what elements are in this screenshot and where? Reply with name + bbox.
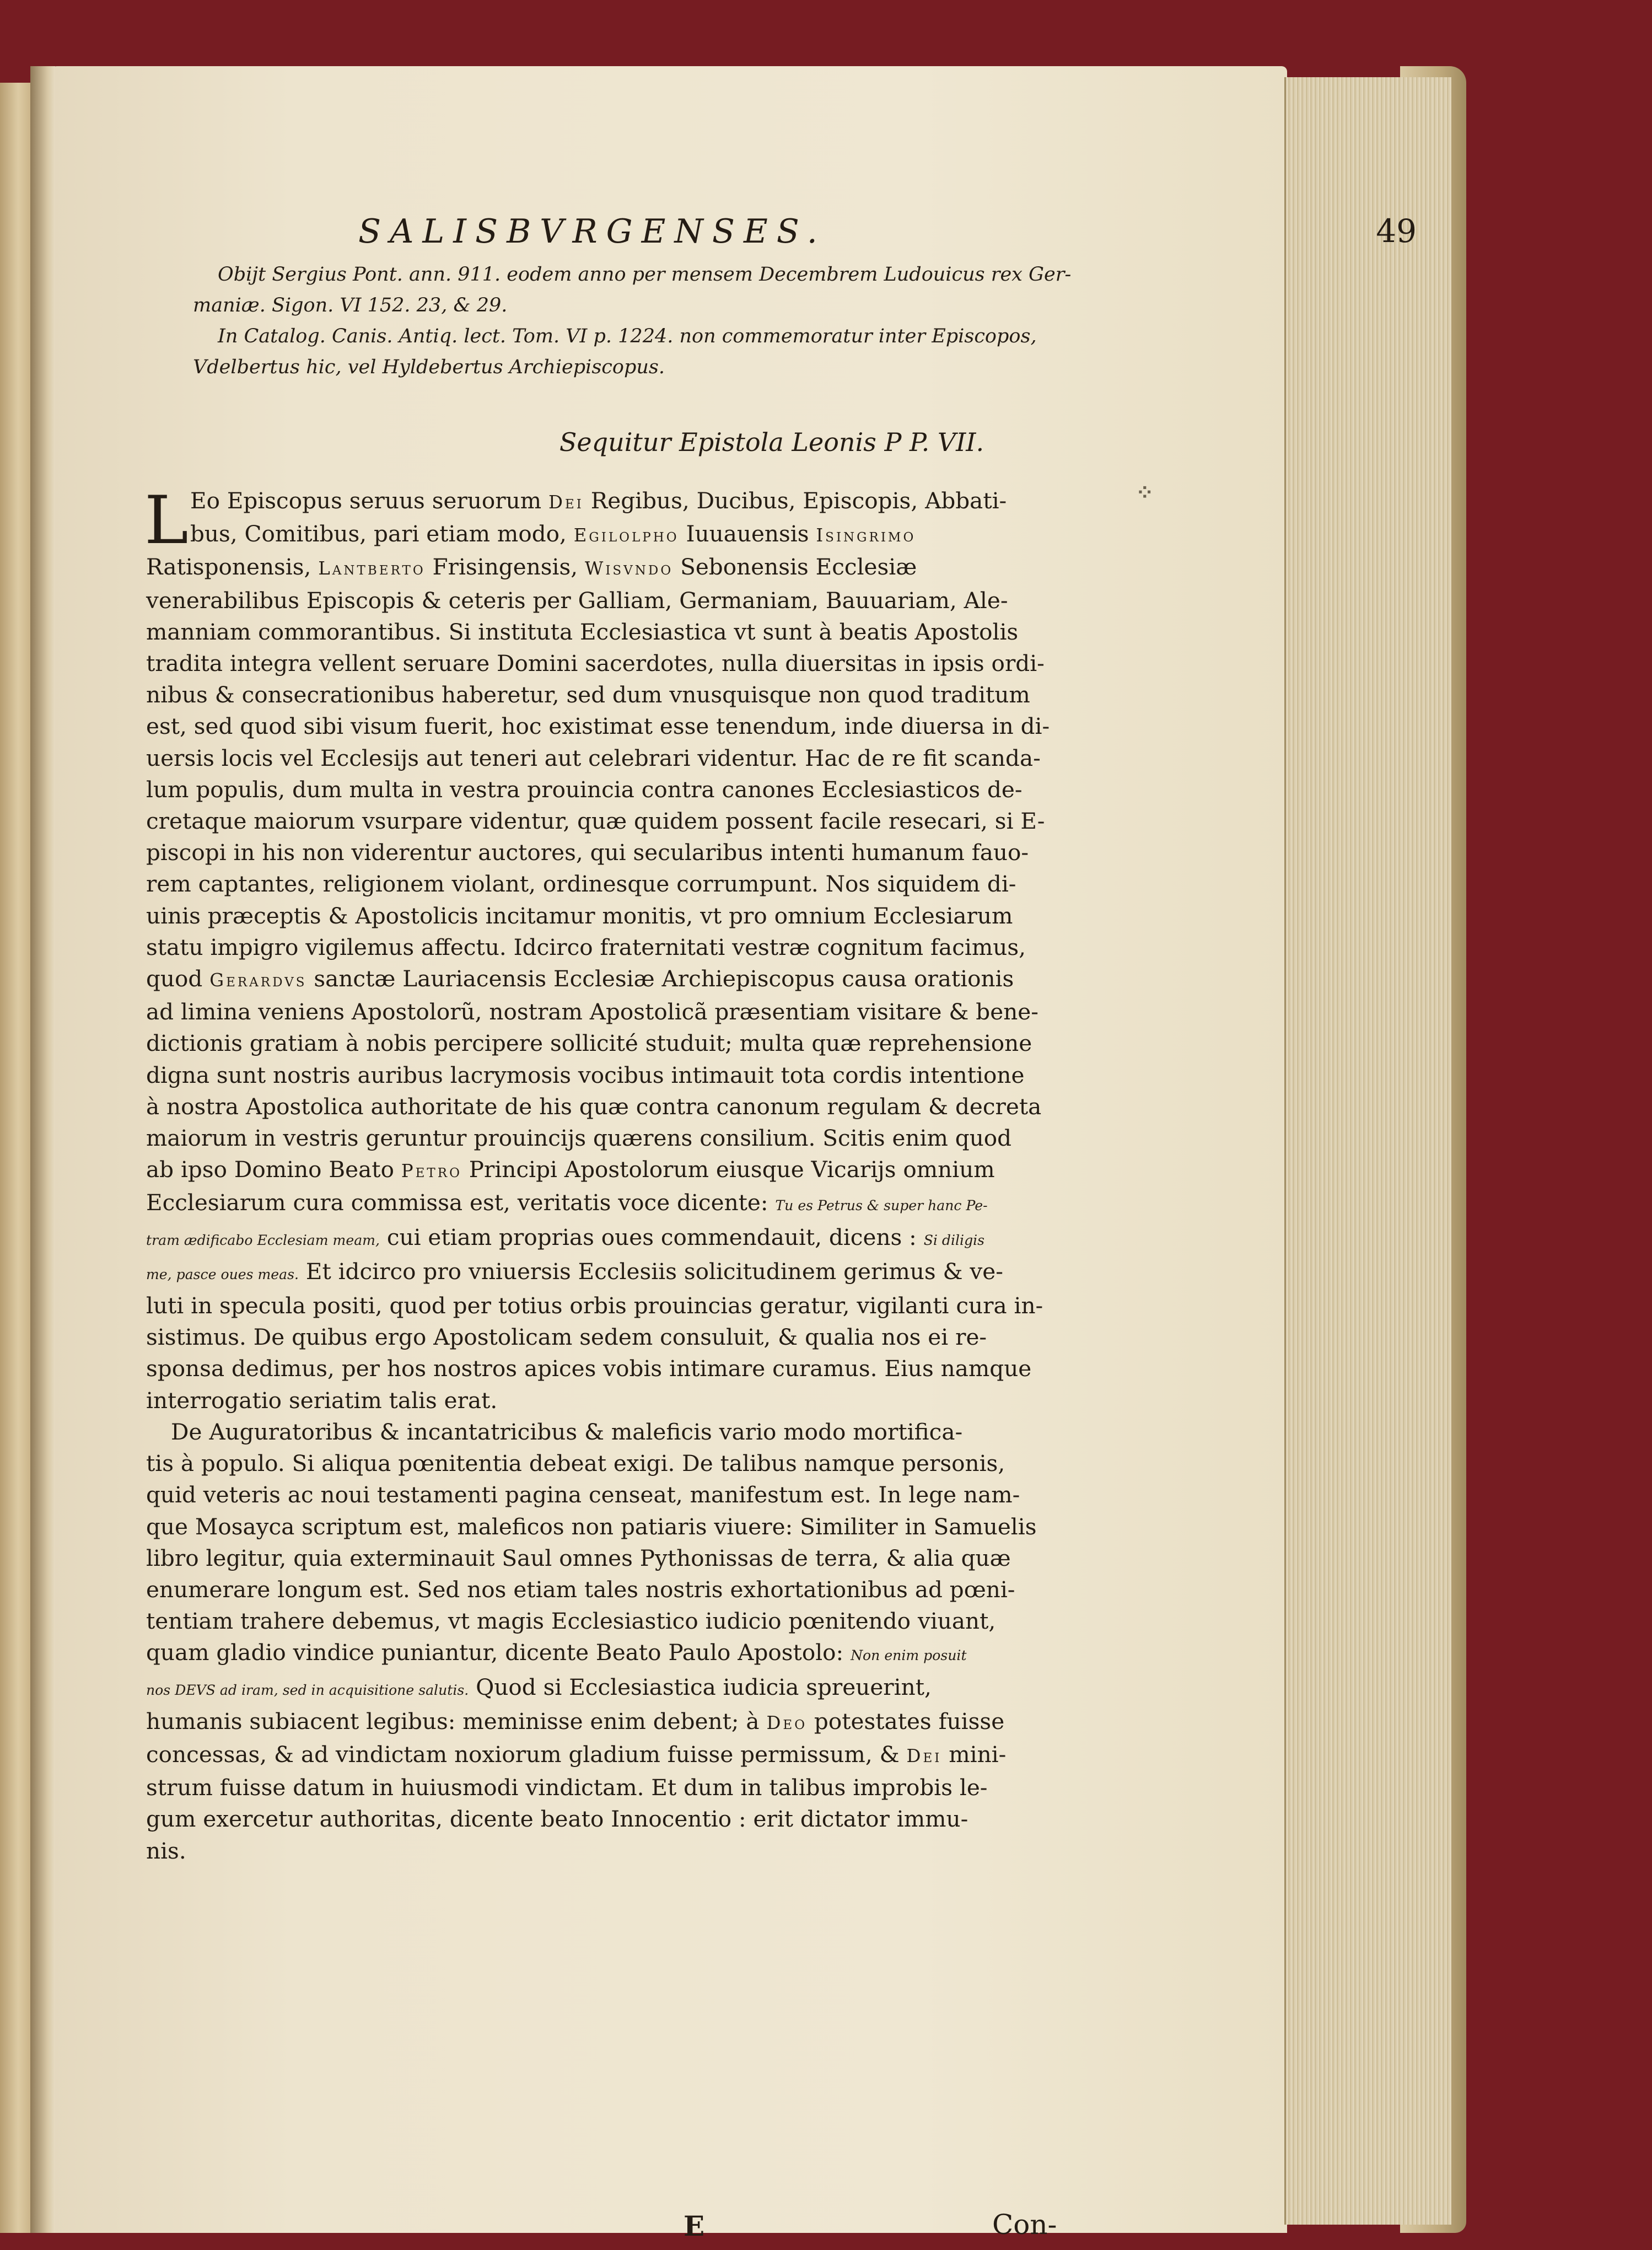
text-line: nos DEVS ad iram, sed in acquisitione salutis. Quod si Ecclesiastica iudicia spreuerint, [146, 1673, 932, 1700]
text-line: piscopi in his non viderentur auctores, qui secularibus intenti humanum fauo- [146, 839, 1029, 866]
text-line: cretaque maiorum vsurpare videntur, quæ quidem possent facile resecari, si E- [146, 808, 1045, 835]
text-line: statu impigro vigilemus affectu. Idcirco fraternitati vestræ cognitum facimus, [146, 933, 1026, 960]
text-line: lum populis, dum multa in vestra prouincia contra canones Ecclesiasticos de- [146, 776, 1023, 803]
drop-cap: L [144, 482, 189, 559]
text-line: De Auguratoribus & incantatricibus & maleficis vario modo mortifica- [171, 1418, 963, 1445]
text-line: manniam commorantibus. Si instituta Ecclesiastica vt sunt à beatis Apostolis [146, 618, 1019, 645]
text-line: tram ædificabo Ecclesiam meam, cui etiam proprias oues commendauit, dicens : Si diligis [146, 1223, 985, 1250]
text-line: sistimus. De quibus ergo Apostolicam sedem consuluit, & qualia nos ei re- [146, 1324, 987, 1351]
page-gutter [30, 66, 55, 2233]
text-line: ad limina veniens Apostolorũ, nostram Apostolicã præsentiam visitare & bene- [146, 998, 1038, 1025]
note-line: In Catalog. Canis. Antiq. lect. Tom. VI p. 1224. non commemoratur inter Episcopos, [218, 325, 1037, 347]
text-line: uersis locis vel Ecclesijs aut teneri aut celebrari videntur. Hac de re fit scanda- [146, 744, 1041, 771]
text-line: uinis præceptis & Apostolicis incitamur monitis, vt pro omnium Ecclesiarum [146, 902, 1013, 929]
marginal-notes [193, 259, 1400, 383]
text-line: luti in specula positi, quod per totius orbis prouincias geratur, vigilanti cura in- [146, 1292, 1043, 1319]
text-line: gum exercetur authoritas, dicente beato Innocentio : erit dictator immu- [146, 1806, 968, 1833]
page-header [358, 212, 1417, 262]
text-line: est, sed quod sibi visum fuerit, hoc existimat esse tenendum, inde diuersa in di- [146, 713, 1050, 740]
catchword: Con- [992, 2209, 1057, 2241]
text-line: tradita integra vellent seruare Domini sacerdotes, nulla diuersitas in ipsis ordi- [146, 650, 1045, 677]
ink-bleed-mark: ⁘ [1136, 480, 1154, 506]
text-line: quid veteris ac noui testamenti pagina censeat, manifestum est. In lege nam- [146, 1481, 1020, 1508]
text-line: à nostra Apostolica authoritate de his quæ contra canonum regulam & decreta [146, 1093, 1042, 1120]
note-line: maniæ. Sigon. VI 152. 23, & 29. [193, 294, 508, 316]
letter-body [144, 482, 1400, 1867]
running-title: SALISBVRGENSES. [358, 212, 826, 251]
text-line: enumerare longum est. Sed nos etiam tales nostris exhortationibus ad pœni- [146, 1576, 1015, 1603]
text-line: nis. [146, 1837, 186, 1864]
text-line: Ecclesiarum cura commissa est, veritatis voce dicente: Tu es Petrus & super hanc Pe- [146, 1189, 988, 1216]
text-line: venerabilibus Episcopis & ceteris per Galliam, Germaniam, Bauuariam, Ale- [146, 587, 1008, 614]
text-line: quod Gerardvs sanctæ Lauriacensis Ecclesiæ Archiepiscopus causa orationis [146, 965, 1014, 992]
text-line: sponsa dedimus, per hos nostros apices vobis intimare curamus. Eius namque [146, 1355, 1032, 1382]
signature-mark: E [684, 2210, 705, 2242]
text-line: nibus & consecrationibus haberetur, sed dum vnusquisque non quod traditum [146, 681, 1030, 708]
text-line: Eo Episcopus seruus seruorum Dei Regibus, Ducibus, Episcopis, Abbati- [190, 487, 1007, 514]
note-line: Vdelbertus hic, vel Hyldebertus Archiepiscopus. [193, 356, 665, 378]
text-line: digna sunt nostris auribus lacrymosis vocibus intimauit tota cordis intentione [146, 1061, 1025, 1088]
text-line: quam gladio vindice puniantur, dicente Beato Paulo Apostolo: Non enim posuit [146, 1639, 967, 1666]
text-line: me, pasce oues meas. Et idcirco pro vniuersis Ecclesiis solicitudinem gerimus & ve- [146, 1258, 1003, 1285]
text-line: Ratisponensis, Lantberto Frisingensis, Wisvndo Sebonensis Ecclesiæ [146, 554, 917, 581]
text-line: que Mosayca scriptum est, maleficos non patiaris viuere: Similiter in Samuelis [146, 1513, 1037, 1540]
text-line: maiorum in vestris geruntur prouincijs quærens consilium. Scitis enim quod [146, 1125, 1012, 1152]
text-line: dictionis gratiam à nobis percipere sollicité studuit; multa quæ reprehensione [146, 1030, 1032, 1057]
text-line: ab ipso Domino Beato Petro Principi Apostolorum eiusque Vicarijs omnium [146, 1156, 995, 1183]
note-line: Obijt Sergius Pont. ann. 911. eodem anno per mensem Decembrem Ludouicus rex Ger- [218, 264, 1072, 286]
text-line: bus, Comitibus, pari etiam modo, Egilolpho Iuuauensis Isingrimo [190, 520, 916, 547]
text-line: strum fuisse datum in huiusmodi vindictam. Et dum in talibus improbis le- [146, 1774, 988, 1801]
text-line: libro legitur, quia exterminauit Saul omnes Pythonissas de terra, & alia quæ [146, 1544, 1011, 1571]
text-line: humanis subiacent legibus: meminisse enim debent; à Deo potestates fuisse [146, 1707, 1005, 1735]
left-page-edge [0, 83, 30, 2233]
page-number: 49 [1376, 212, 1417, 250]
section-heading: Sequitur Epistola Leonis P P. VII. [559, 427, 984, 457]
text-line: tis à populo. Si aliqua pœnitentia debeat exigi. De talibus namque personis, [146, 1450, 1005, 1477]
text-line: rem captantes, religionem violant, ordinesque corrumpunt. Nos siquidem di- [146, 871, 1016, 898]
text-line: tentiam trahere debemus, vt magis Ecclesiastico iudicio pœnitendo viuant, [146, 1608, 996, 1635]
text-line: concessas, & ad vindictam noxiorum gladium fuisse permissum, & Dei mini- [146, 1741, 1007, 1768]
text-line: interrogatio seriatim talis erat. [146, 1387, 498, 1414]
